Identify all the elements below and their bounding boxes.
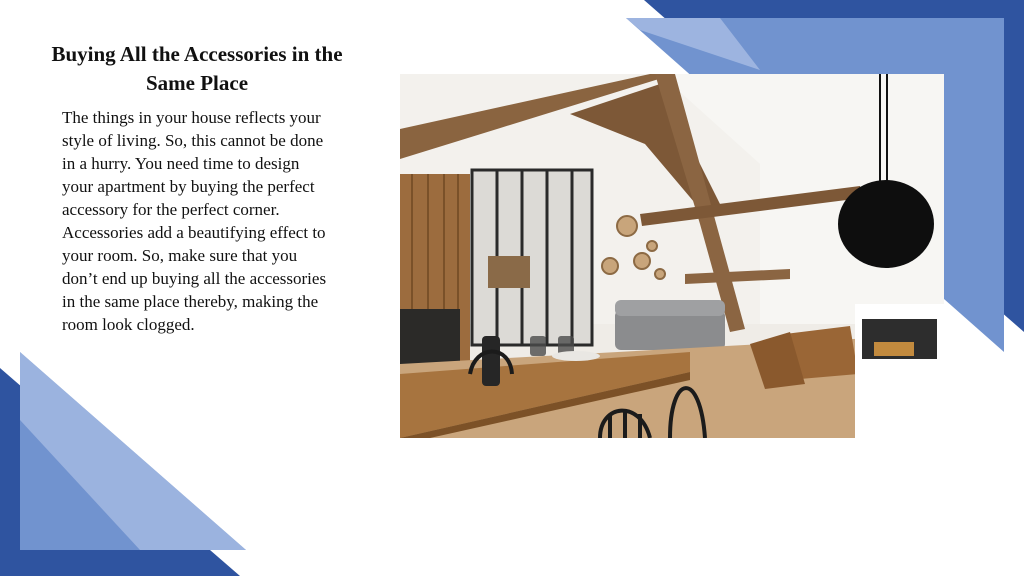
room-illustration bbox=[400, 74, 944, 438]
slide-title: Buying All the Accessories in the Same Place bbox=[51, 42, 343, 95]
slide-body-text: The things in your house reflects your style of living. So, this cannot be done in a hurry. You need time to design your apartment by buying the perfect accessory for the perfect corner. Accessories add a beautifying effect to your room. So, make sure that you don’t end up buying all the accessories in the same place thereby, making the room look clogged. bbox=[62, 108, 327, 334]
interior-room-photo bbox=[400, 74, 944, 438]
